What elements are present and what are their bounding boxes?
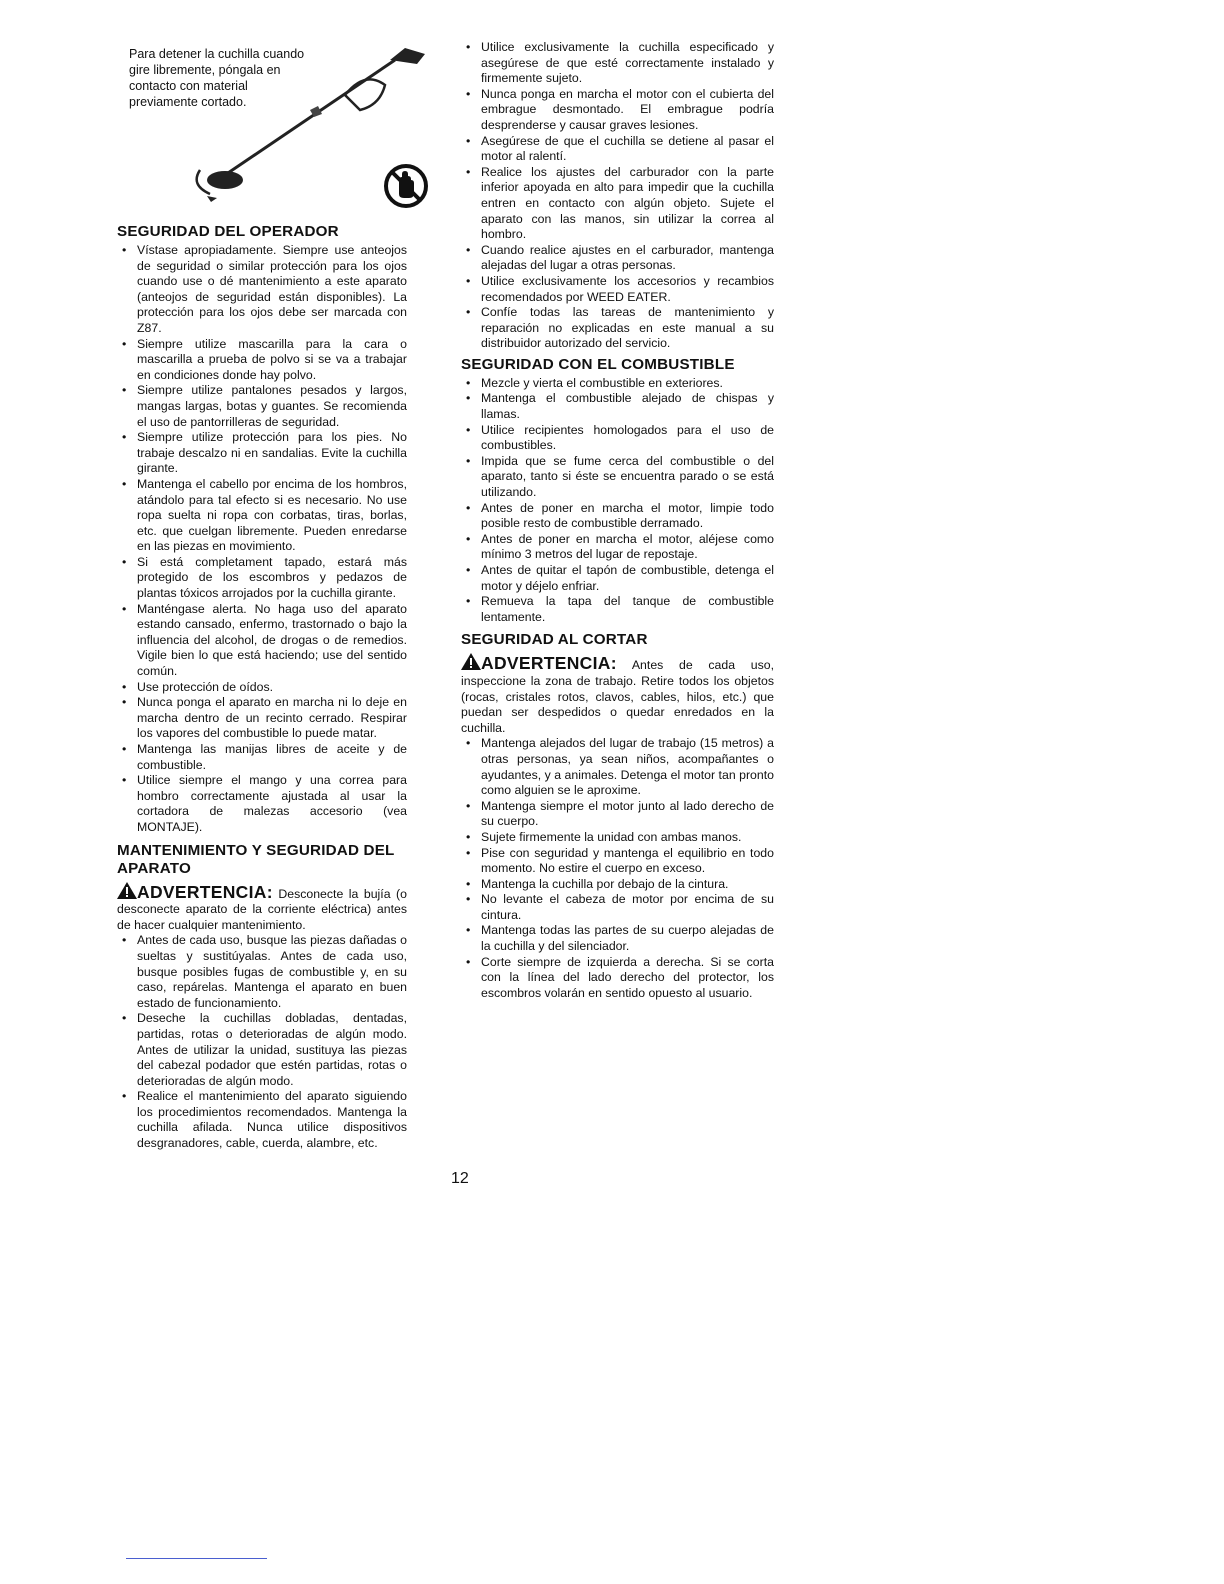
list-item: • Antes de cada uso, busque las piezas dañadas o sueltas y sustitúyalas. Antes de cada uso, busque posibles fugas de combustible y, en su caso, repárelas. Mantenga el aparato en buen estado de funcionamiento. (117, 933, 407, 1011)
list-item: • Deseche la cuchillas dobladas, dentadas, partidas, rotas o deterioradas de algún modo. Antes de utilizar la unidad, sustituya las piezas del cabezal podador que estén partidas, rotas o deterioradas de algún modo. (117, 1011, 407, 1089)
list-item: • Nunca ponga el aparato en marcha ni lo deje en marcha dentro de un recinto cerrado. Respirar los vapores del combustible lo puede matar. (117, 695, 407, 742)
list-cortar (461, 736, 774, 1001)
warning-text: Antes de cada uso, inspeccione la zona de trabajo. Retire todos los objetos (rocas, cristales rotos, clavos, cables, hilos, etc.) que puedan ser despedidos o quedar enredados en la cuchilla. (461, 658, 774, 735)
list-item: • Antes de poner en marcha el motor, aléjese como mínimo 3 metros del lugar de repostaje. (461, 532, 774, 563)
list-item: • Asegúrese de que el cuchilla se detiene al pasar el motor al ralentí. (461, 134, 774, 165)
list-combustible (461, 376, 774, 626)
list-item: • Mantenga la cuchilla por debajo de la cintura. (461, 877, 774, 893)
list-item: • Mantenga el combustible alejado de chispas y llamas. (461, 391, 774, 422)
list-item: • Cuando realice ajustes en el carburador, mantenga alejadas del lugar a otras personas. (461, 243, 774, 274)
list-item: • Nunca ponga en marcha el motor con el cubierta del embrague desmontado. El embrague podría desprenderse y causar graves lesiones. (461, 87, 774, 134)
figure-caption: Para detener la cuchilla cuando gire libremente, póngala en contacto con material previamente cortado. (129, 47, 305, 109)
warning-triangle-icon (117, 882, 137, 899)
list-item: • Mezcle y vierta el combustible en exteriores. (461, 376, 774, 392)
list-item: • Realice el mantenimiento del aparato siguiendo los procedimientos recomendados. Mantenga la cuchilla afilada. Nunca utilice dispositivos desgranadores, cable, cuerda, alambre, etc. (117, 1089, 407, 1151)
list-item: • Utilice recipientes homologados para el uso de combustibles. (461, 423, 774, 454)
list-item: • Corte siempre de izquierda a derecha. Si se corta con la línea del lado derecho del protector, los escombros volarán en sentido opuesto al usuario. (461, 955, 774, 1002)
warning-text: Desconecte la bujía (o desconecte aparato de la corriente eléctrica) antes de hacer cualquier mantenimiento. (117, 886, 407, 932)
list-item: • Antes de quitar el tapón de combustible, detenga el motor y déjelo enfriar. (461, 563, 774, 594)
list-item: • Siempre utilize pantalones pesados y largos, mangas largas, botas y guantes. Se recomienda el uso de pantorrilleras de seguridad. (117, 383, 407, 430)
section-heading-operador: SEGURIDAD DEL OPERADOR (117, 223, 339, 240)
page-number: 12 (451, 1170, 469, 1187)
list-item: • Confíe todas las tareas de mantenimiento y reparación no explicadas en este manual a su distribuidor autorizado del servicio. (461, 305, 774, 352)
list-item: • Utilice exclusivamente la cuchilla especificado y asegúrese de que esté correctamente instalado y firmemente sujeto. (461, 40, 774, 87)
warning-paragraph (117, 882, 407, 934)
list-item: • Vístase apropiadamente. Siempre use anteojos de seguridad o similar protección para los ojos cuando use o dé mantenimiento a este aparato (anteojos de seguridad están disponibles). La protección para los ojos debe ser marcada con Z87. (117, 243, 407, 337)
warning-label: ADVERTENCIA: (137, 881, 273, 902)
list-item: • Mantenga todas las partes de su cuerpo alejadas de la cuchilla y del silenciador. (461, 923, 774, 954)
list-item: • Siempre utilize mascarilla para la cara o mascarilla a prueba de polvo si se va a trabajar en condiciones donde hay polvo. (117, 337, 407, 384)
right-column (461, 40, 774, 1001)
section-heading-combustible: SEGURIDAD CON EL COMBUSTIBLE (461, 355, 735, 373)
list-item: • Mantenga alejados del lugar de trabajo (15 metros) a otras personas, ya sean niños, acompañantes o ayudantes, y a animales. Detenga el motor tan pronto como alguien se le aproxime. (461, 736, 774, 798)
list-item: • Siempre utilize protección para los pies. No trabaje descalzo ni en sandalias. Evite la cuchilla girante. (117, 430, 407, 477)
warning-paragraph (461, 653, 774, 736)
list-operador (117, 243, 407, 836)
list-mantenimiento (117, 933, 407, 1151)
section-heading-mantenimiento: MANTENIMIENTO Y SEGURIDAD DEL APARATO (117, 841, 395, 877)
list-item: • Sujete firmemente la unidad con ambas manos. (461, 830, 774, 846)
list-item: • Impida que se fume cerca del combustible o del aparato, tanto si éste se encuentra parado o se está utilizando. (461, 454, 774, 501)
list-item: • Utilice siempre el mango y una correa para hombro correctamente ajustada al usar la cortadora de malezas accesorio (vea MONTAJE). (117, 773, 407, 835)
list-item: • Manténgase alerta. No haga uso del aparato estando cansado, enfermo, trastornado o bajo la influencia del alcohol, de drogas o de remedios. Vigile bien lo que está haciendo; use del sentido común. (117, 602, 407, 680)
list-item: • Mantenga las manijas libres de aceite y de combustible. (117, 742, 407, 773)
list-item: • Mantenga siempre el motor junto al lado derecho de su cuerpo. (461, 799, 774, 830)
warning-triangle-icon (461, 653, 481, 670)
left-column (117, 223, 407, 1152)
list-item: • Mantenga el cabello por encima de los hombros, atándolo para tal efecto si es necesario. No use ropa suelta ni ropa con corbatas, tiras, borlas, etc. que cuelgan libremente. Pueden enredarse en las piezas en movimiento. (117, 477, 407, 555)
list-mantenimiento-cont (461, 40, 774, 352)
list-item: • Antes de poner en marcha el motor, limpie todo posible resto de combustible derramado. (461, 501, 774, 532)
list-item: • Realice los ajustes del carburador con la parte inferior apoyada en alto para impedir que la cuchilla entren en contacto con algún objeto. Sujete el aparato con las manos, sin utilizar la correa al hombro. (461, 165, 774, 243)
no-hands-icon (382, 162, 430, 210)
list-item: • Si está completament tapado, estará más protegido de los escombros y pedazos de plantas tóxicos arrojados por la cuchilla girante. (117, 555, 407, 602)
list-item: • Utilice exclusivamente los accesorios y recambios recomendados por WEED EATER. (461, 274, 774, 305)
list-item: • Use protección de oídos. (117, 680, 407, 696)
section-heading-cortar: SEGURIDAD AL CORTAR (461, 631, 648, 649)
list-item: • No levante el cabeza de motor por encima de su cintura. (461, 892, 774, 923)
footer-rule (126, 1558, 267, 1559)
warning-label: ADVERTENCIA: (481, 653, 617, 674)
list-item: • Remueva la tapa del tanque de combustible lentamente. (461, 594, 774, 625)
list-item: • Pise con seguridad y mantenga el equilibrio en todo momento. No estire el cuerpo en exceso. (461, 846, 774, 877)
